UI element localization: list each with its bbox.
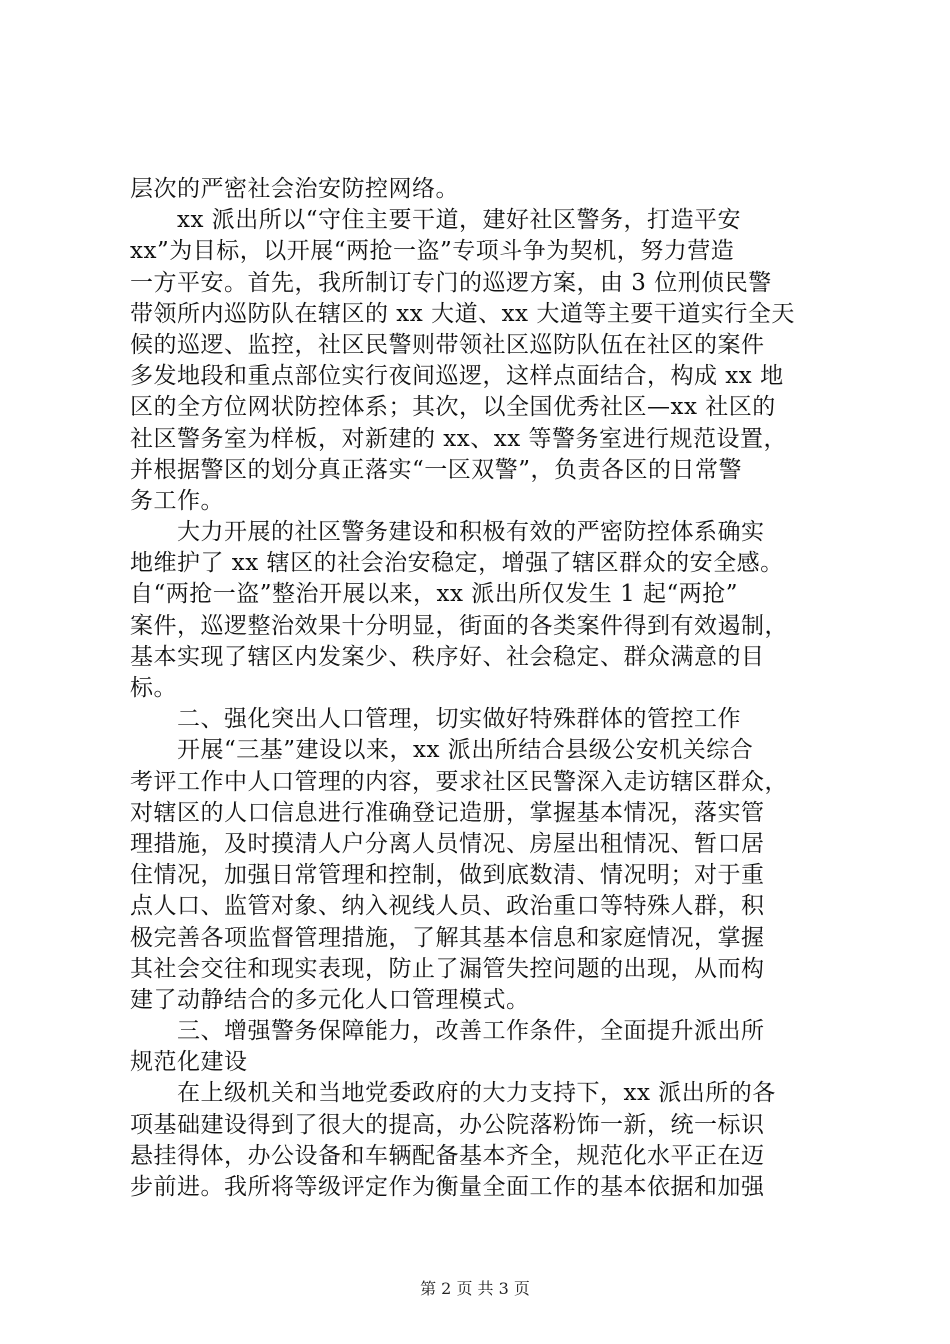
text-line: 多发地段和重点部位实行夜间巡逻，这样点面结合，构成 xx 地 bbox=[130, 363, 784, 390]
text-line: 对辖区的人口信息进行准确登记造册，掌握基本情况，落实管 bbox=[130, 799, 765, 826]
text-line: 住情况，加强日常管理和控制，做到底数清、情况明；对于重 bbox=[130, 862, 765, 889]
page-number: 第 2 页 共 3 页 bbox=[420, 1279, 530, 1298]
text-line: 带领所内巡防队在辖区的 xx 大道、xx 大道等主要干道实行全天 bbox=[130, 300, 795, 327]
text-line: 自“两抢一盗”整治开展以来，xx 派出所仅发生 1 起“两抢” bbox=[130, 581, 739, 608]
text-line: 点人口、监管对象、纳入视线人员、政治重口等特殊人群，积 bbox=[130, 893, 765, 920]
text-line: 理措施，及时摸清人户分离人员情况、房屋出租情况、暂口居 bbox=[130, 830, 765, 857]
text-line: 悬挂得体，办公设备和车辆配备基本齐全，规范化水平正在迈 bbox=[130, 1142, 765, 1169]
section-heading: 规范化建设 bbox=[130, 1049, 248, 1076]
text-line: 标。 bbox=[130, 675, 177, 701]
text-line: 极完善各项监督管理措施，了解其基本信息和家庭情况，掌握 bbox=[130, 924, 765, 951]
text-line: 其社会交往和现实表现，防止了漏管失控问题的出现，从而构 bbox=[130, 955, 765, 982]
text-line: 务工作。 bbox=[130, 487, 224, 514]
text-line: xx”为目标，以开展“两抢一盗”专项斗争为契机，努力营造 bbox=[130, 238, 735, 265]
text-line: xx 派出所以“守住主要干道，建好社区警务，打造平安 bbox=[130, 207, 742, 234]
text-line: 并根据警区的划分真正落实“一区双警”，负责各区的日常警 bbox=[130, 456, 743, 483]
text-line: 在上级机关和当地党委政府的大力支持下，xx 派出所的各 bbox=[130, 1080, 776, 1107]
text-line: 大力开展的社区警务建设和积极有效的严密防控体系确实 bbox=[130, 519, 765, 546]
text-line: 地维护了 xx 辖区的社会治安稳定，增强了辖区群众的安全感。 bbox=[130, 550, 784, 577]
section-heading: 二、强化突出人口管理，切实做好特殊群体的管控工作 bbox=[130, 706, 741, 733]
text-line: 案件，巡逻整治效果十分明显，街面的各类案件得到有效遏制， bbox=[130, 612, 788, 639]
text-line: 步前进。我所将等级评定作为衡量全面工作的基本依据和加强 bbox=[130, 1174, 765, 1200]
text-line: 一方平安。首先，我所制订专门的巡逻方案，由 3 位刑侦民警 bbox=[130, 269, 772, 296]
text-line: 基本实现了辖区内发案少、秩序好、社会稳定、群众满意的目 bbox=[130, 643, 765, 670]
text-line: 区的全方位网状防控体系；其次，以全国优秀社区—xx 社区的 bbox=[130, 394, 776, 421]
document-body bbox=[130, 174, 832, 1203]
text-line: 考评工作中人口管理的内容，要求社区民警深入走访辖区群众， bbox=[130, 768, 788, 795]
text-line: 层次的严密社会治安防控网络。 bbox=[130, 176, 459, 202]
text-line: 项基础建设得到了很大的提高，办公院落粉饰一新，统一标识 bbox=[130, 1111, 765, 1138]
section-heading: 三、增强警务保障能力，改善工作条件，全面提升派出所 bbox=[130, 1018, 765, 1045]
text-line: 社区警务室为样板，对新建的 xx、xx 等警务室进行规范设置， bbox=[130, 425, 788, 452]
page-footer bbox=[0, 1276, 950, 1299]
text-line: 建了动静结合的多元化人口管理模式。 bbox=[130, 986, 530, 1013]
text-line: 候的巡逻、监控，社区民警则带领社区巡防队伍在社区的案件 bbox=[130, 331, 765, 358]
text-line: 开展“三基”建设以来，xx 派出所结合县级公安机关综合 bbox=[130, 737, 754, 764]
